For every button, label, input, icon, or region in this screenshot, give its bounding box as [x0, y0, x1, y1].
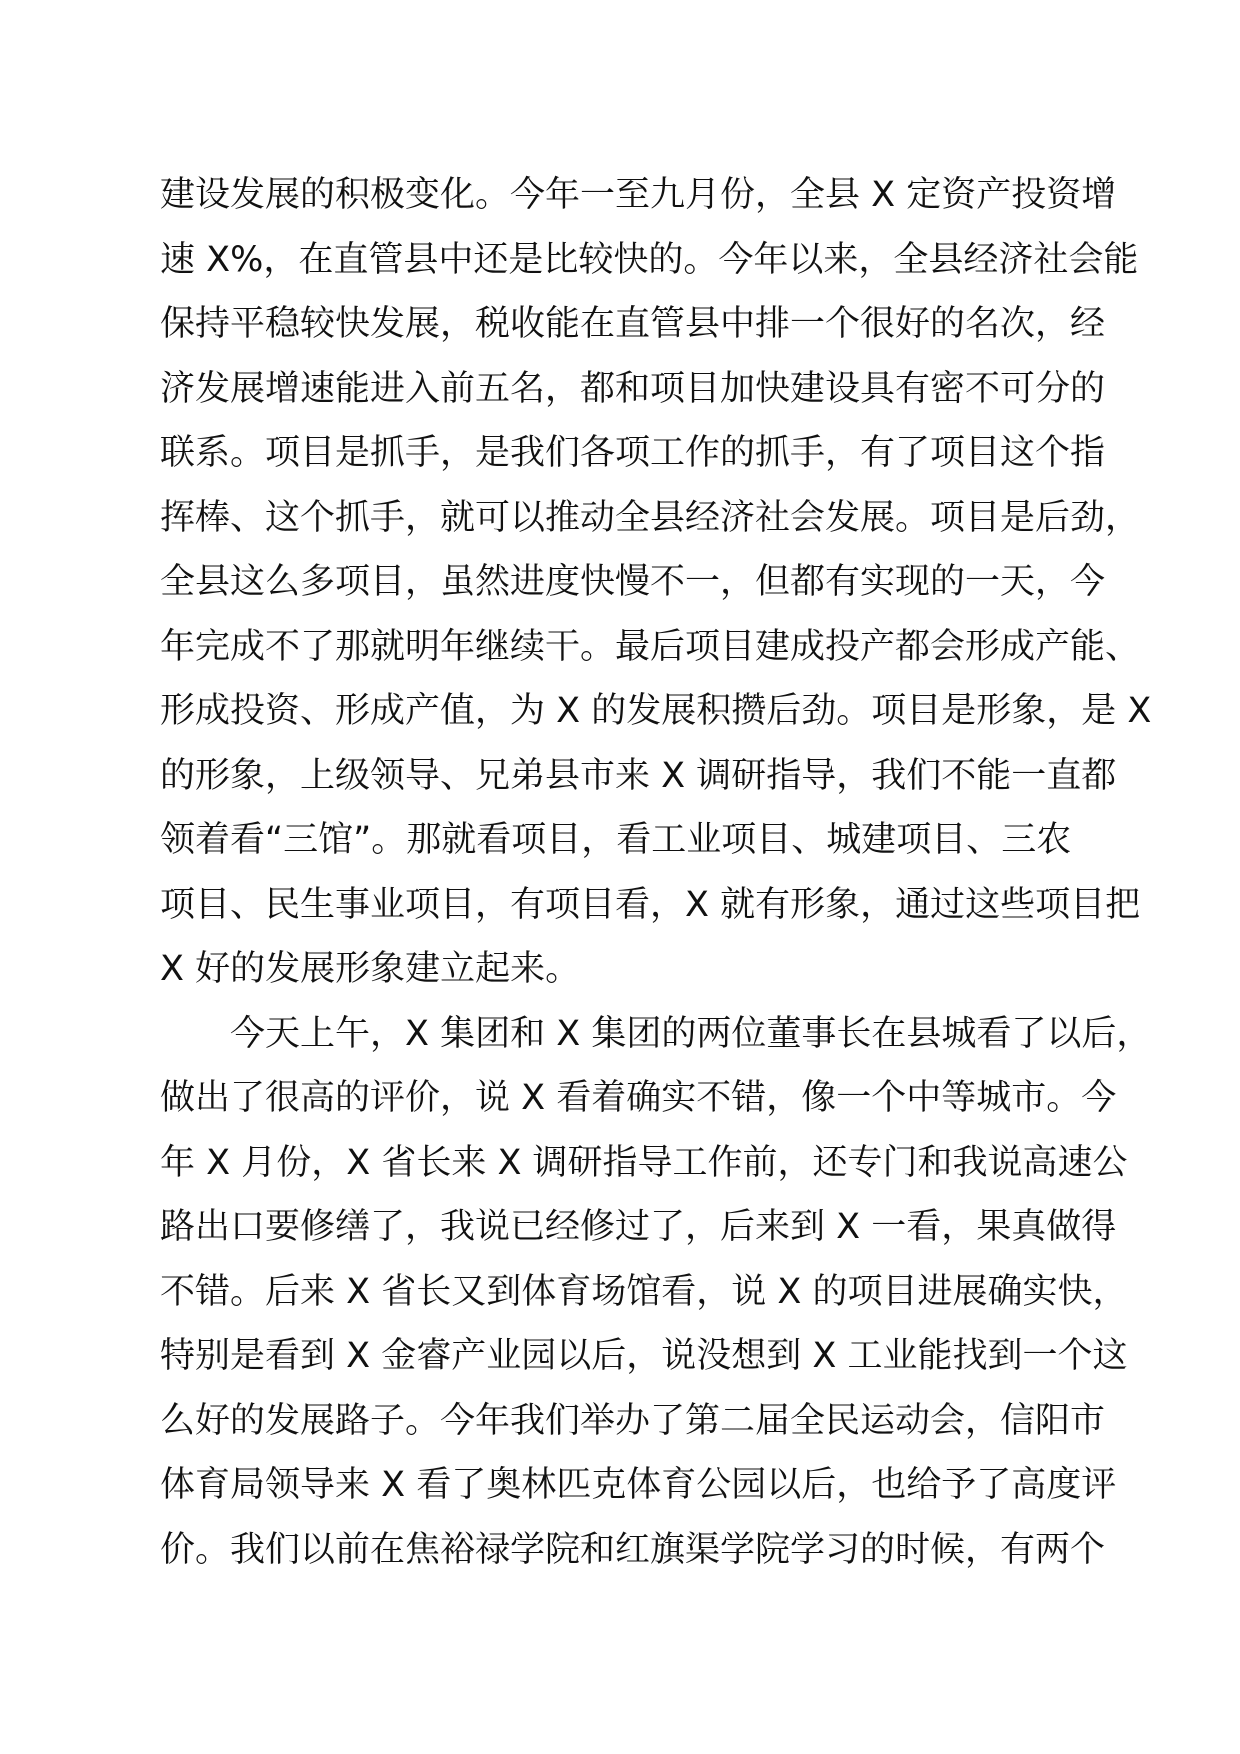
text-line: 体育局领导来 X 看了奥林匹克体育公园以后，也给予了高度评	[160, 1465, 1117, 1505]
text-line: 价。我们以前在焦裕禄学院和红旗渠学院学习的时候，有两个	[160, 1529, 1106, 1570]
text-line: 项目、民生事业项目，有项目看，X 就有形象，通过这些项目把	[160, 884, 1141, 925]
text-line: 保持平稳较快发展，税收能在直管县中排一个很好的名次，经	[160, 304, 1106, 344]
text-line: 联系。项目是抓手，是我们各项工作的抓手，有了项目这个指	[160, 433, 1106, 473]
body-text	[160, 163, 1152, 1582]
text-line: 不错。后来 X 省长又到体育场馆看，说 X 的项目进展确实快，	[160, 1271, 1128, 1312]
text-line: 领着看“三馆”。那就看项目，看工业项目、城建项目、三农	[160, 820, 1072, 860]
text-line: 年 X 月份，X 省长来 X 调研指导工作前，还专门和我说高速公	[160, 1142, 1128, 1183]
text-line: 的形象，上级领导、兄弟县市来 X 调研指导，我们不能一直都	[160, 755, 1117, 796]
text-line: 济发展增速能进入前五名，都和项目加快建设具有密不可分的	[160, 368, 1106, 409]
text-line: 形成投资、形成产值，为 X 的发展积攒后劲。项目是形象，是 X	[160, 691, 1152, 731]
text-line: 做出了很高的评价，说 X 看着确实不错，像一个中等城市。今	[160, 1078, 1117, 1118]
text-line: 建设发展的积极变化。今年一至九月份，全县 X 定资产投资增	[160, 175, 1117, 215]
text-line: X 好的发展形象建立起来。	[160, 949, 581, 989]
text-line: 么好的发展路子。今年我们举办了第二届全民运动会，信阳市	[160, 1400, 1106, 1441]
paragraph-first-line: 今天上午，X 集团和 X 集团的两位董事长在县城看了以后，	[230, 1013, 1152, 1054]
text-line: 年完成不了那就明年继续干。最后项目建成投产都会形成产能、	[160, 626, 1141, 667]
text-line: 挥棒、这个抓手，就可以推动全县经济社会发展。项目是后劲，	[160, 497, 1141, 538]
text-line: 全县这么多项目，虽然进度快慢不一，但都有实现的一天，今	[160, 562, 1106, 602]
text-line: 路出口要修缮了，我说已经修过了，后来到 X 一看，果真做得	[160, 1207, 1117, 1247]
text-line: 特别是看到 X 金睿产业园以后，说没想到 X 工业能找到一个这	[160, 1336, 1128, 1376]
text-line: 速 X%，在直管县中还是比较快的。今年以来，全县经济社会能	[160, 239, 1139, 280]
